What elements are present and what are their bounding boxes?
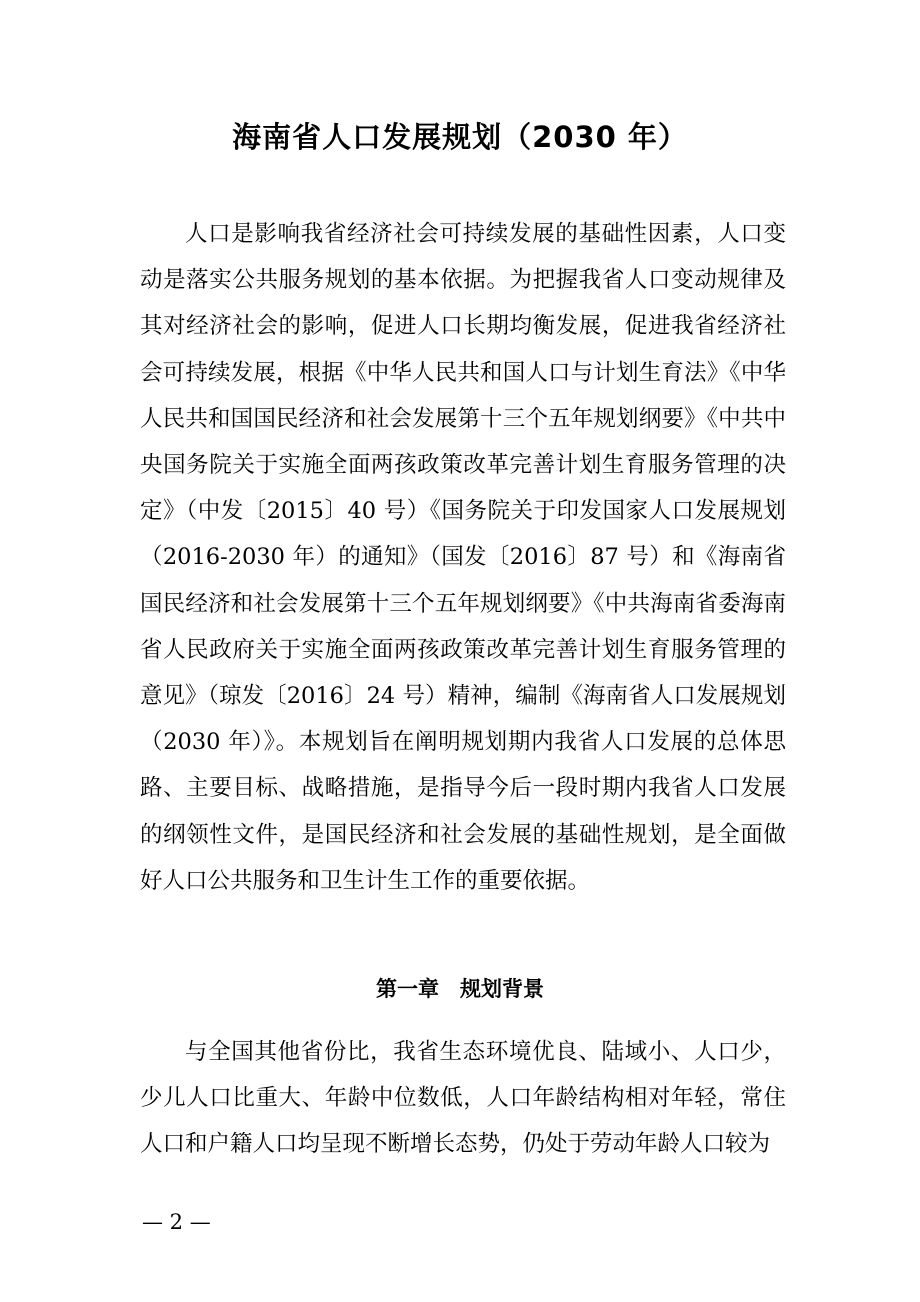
intro-paragraph-block — [140, 211, 786, 904]
chapter-paragraph: 与全国其他省份比，我省生态环境优良、陆域小、人口少，少儿人口比重大、年龄中位数低，人口年龄结构相对年轻，常住人口和户籍人口均呈现不断增长态势，仍处于劳动年龄人口较为 — [140, 1039, 786, 1158]
chapter-paragraph-block — [140, 1029, 786, 1169]
intro-paragraph: 人口是影响我省经济社会可持续发展的基础性因素，人口变动是落实公共服务规划的基本依据。为把握我省人口变动规律及其对经济社会的影响，促进人口长期均衡发展，促进我省经济社会可持续发展，根据《中华人民共和国人口与计划生育法》《中华人民共和国国民经济和社会发展第十三个五年规划纲要》《中共中央国务院关于实施全面两孩政策改革完善计划生育服务管理的决定》（中发〔2015〕40 号）《国务院关于印发国家人口发展规划（2016-2030 年）的通知》（国发〔2016〕87 号）和《海南省国民经济和社会发展第十三个五年规划纲要》《中共海南省委海南省人民政府关于实施全面两孩政策改革完善计划生育服务管理的意见》（琼发〔2016〕24 号）精神，编制《海南省人口发展规划（2030 年）》。本规划旨在阐明规划期内我省人口发展的总体思路、主要目标、战略措施，是指导今后一段时期内我省人口发展的纲领性文件，是国民经济和社会发展的基础性规划，是全面做好人口公共服务和卫生计生工作的重要依据。 — [140, 221, 786, 894]
page-number: — 2 — — [142, 1210, 211, 1234]
chapter-heading: 第一章 规划背景 — [376, 977, 544, 1001]
document-title: 海南省人口发展规划（2030 年） — [232, 120, 688, 154]
